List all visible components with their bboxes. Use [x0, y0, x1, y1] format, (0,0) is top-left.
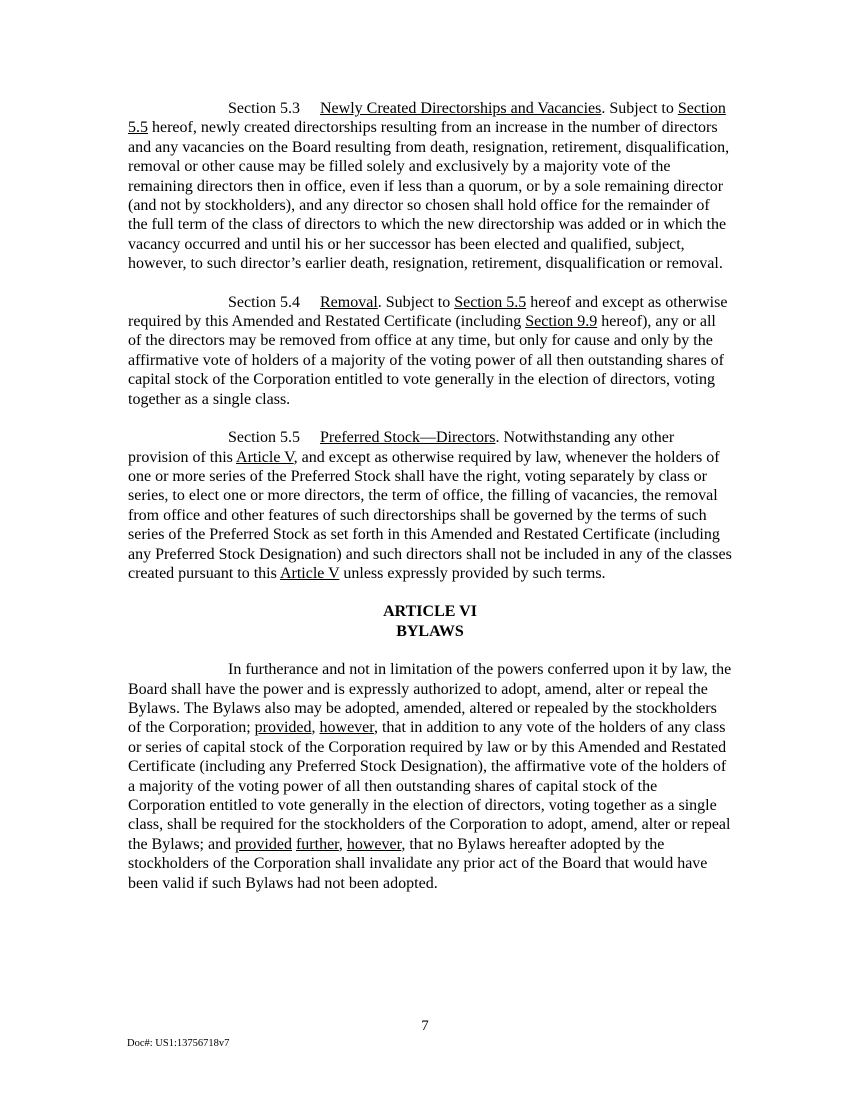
article-vi-subtitle: BYLAWS [396, 622, 464, 640]
section-5-4-label: Section 5.4 [228, 293, 300, 311]
body-text: . Subject to [377, 293, 455, 311]
body-text: , that in addition to any vote of the holders of any class or series of capital stock of the Corporation required by law or by this Amended and Restated Certificate (including any Preferred Stock Designation), the affirmative vote of the holders of a majority of the voting power of all then outstanding shares of capital stock of the Corporation entitled to vote generally in the election of directors, voting together as a single class, shall be required for the stockholders of the Corporation to adopt, amend, alter or repeal the Bylaws; and [128, 719, 731, 853]
paragraph-section-5-4 [128, 293, 732, 409]
body-text: unless expressly provided by such terms. [339, 564, 606, 582]
xref-section-5-5: Section 5.5 [128, 100, 726, 137]
body-text: In furtherance and not in limitation of the powers conferred upon it by law, the Board shall have the power and is expressly authorized to adopt, amend, alter or repeal the Bylaws. The Bylaws also may be adopted, amended, altered or repealed by the stockholders of the Corporation; [128, 661, 732, 737]
term-further: further [295, 835, 339, 853]
article-vi-heading [128, 602, 732, 641]
section-5-5-title: Preferred Stock—Directors [320, 429, 496, 447]
xref-article-v: Article V [236, 448, 294, 466]
document-body [128, 99, 732, 912]
page-number: 7 [421, 1018, 429, 1034]
paragraph-section-5-3 [128, 99, 732, 274]
paragraph-article-vi-body [128, 660, 732, 893]
body-text: hereof and except as otherwise required by this Amended and Restated Certificate (including [128, 293, 728, 331]
section-5-4-title: Removal [320, 293, 378, 311]
term-provided: provided [254, 719, 312, 737]
body-text: , [311, 719, 320, 737]
term-however: however [319, 719, 374, 737]
section-5-5-label: Section 5.5 [228, 429, 300, 447]
body-text: . Subject to [601, 100, 678, 117]
paragraph-section-5-5 [128, 428, 732, 583]
body-text: . Notwithstanding any other provision of this [128, 429, 675, 466]
body-text: hereof), any or all of the directors may be removed from office at any time, but only for cause and only by the affirmative vote of holders of a majority of the voting power of all then outstanding shares of capital stock of the Corporation entitled to vote generally in the election of directors, voting together as a single class. [128, 313, 724, 408]
term-provided: provided [235, 835, 292, 853]
term-however: however [346, 835, 402, 853]
body-text: , [338, 835, 347, 853]
body-text: , that no Bylaws hereafter adopted by the stockholders of the Corporation shall invalidate any prior act of the Board that would have been valid if such Bylaws had not been adopted. [128, 835, 708, 892]
xref-section-9-9: Section 9.9 [525, 313, 598, 331]
body-text: hereof, newly created directorships resulting from an increase in the number of directors and any vacancies on the Board resulting from death, resignation, retirement, disqualification, removal or other cause may be filled solely and exclusively by a majority vote of the remaining directors then in office, even if less than a quorum, or by a sole remaining director (and not by stockholders), and any director so chosen shall hold office for the remainder of the full term of the class of directors to which the new directorship was added or in which the vacancy occurred and until his or her successor has been elected and qualified, subject, however, to such director’s earlier death, resignation, retirement, disqualification or removal. [128, 119, 730, 273]
body-text: , and except as otherwise required by law, whenever the holders of one or more series of the Preferred Stock shall have the right, voting separately by class or series, to elect one or more directors, the term of office, the filling of vacancies, the removal from office and other features of such directorships shall be governed by the terms of such series of the Preferred Stock as set forth in this Amended and Restated Certificate (including any Preferred Stock Designation) and such directors shall not be included in any of the classes created pursuant to this [128, 448, 732, 582]
document-id-footer: Doc#: US1:13756718v7 [127, 1038, 230, 1049]
xref-section-5-5: Section 5.5 [454, 293, 527, 311]
section-5-3-title: Newly Created Directorships and Vacancies [320, 100, 602, 117]
xref-article-v: Article V [279, 564, 340, 582]
article-vi-title: ARTICLE VI [383, 603, 477, 621]
section-5-3-label: Section 5.3 [228, 100, 300, 117]
